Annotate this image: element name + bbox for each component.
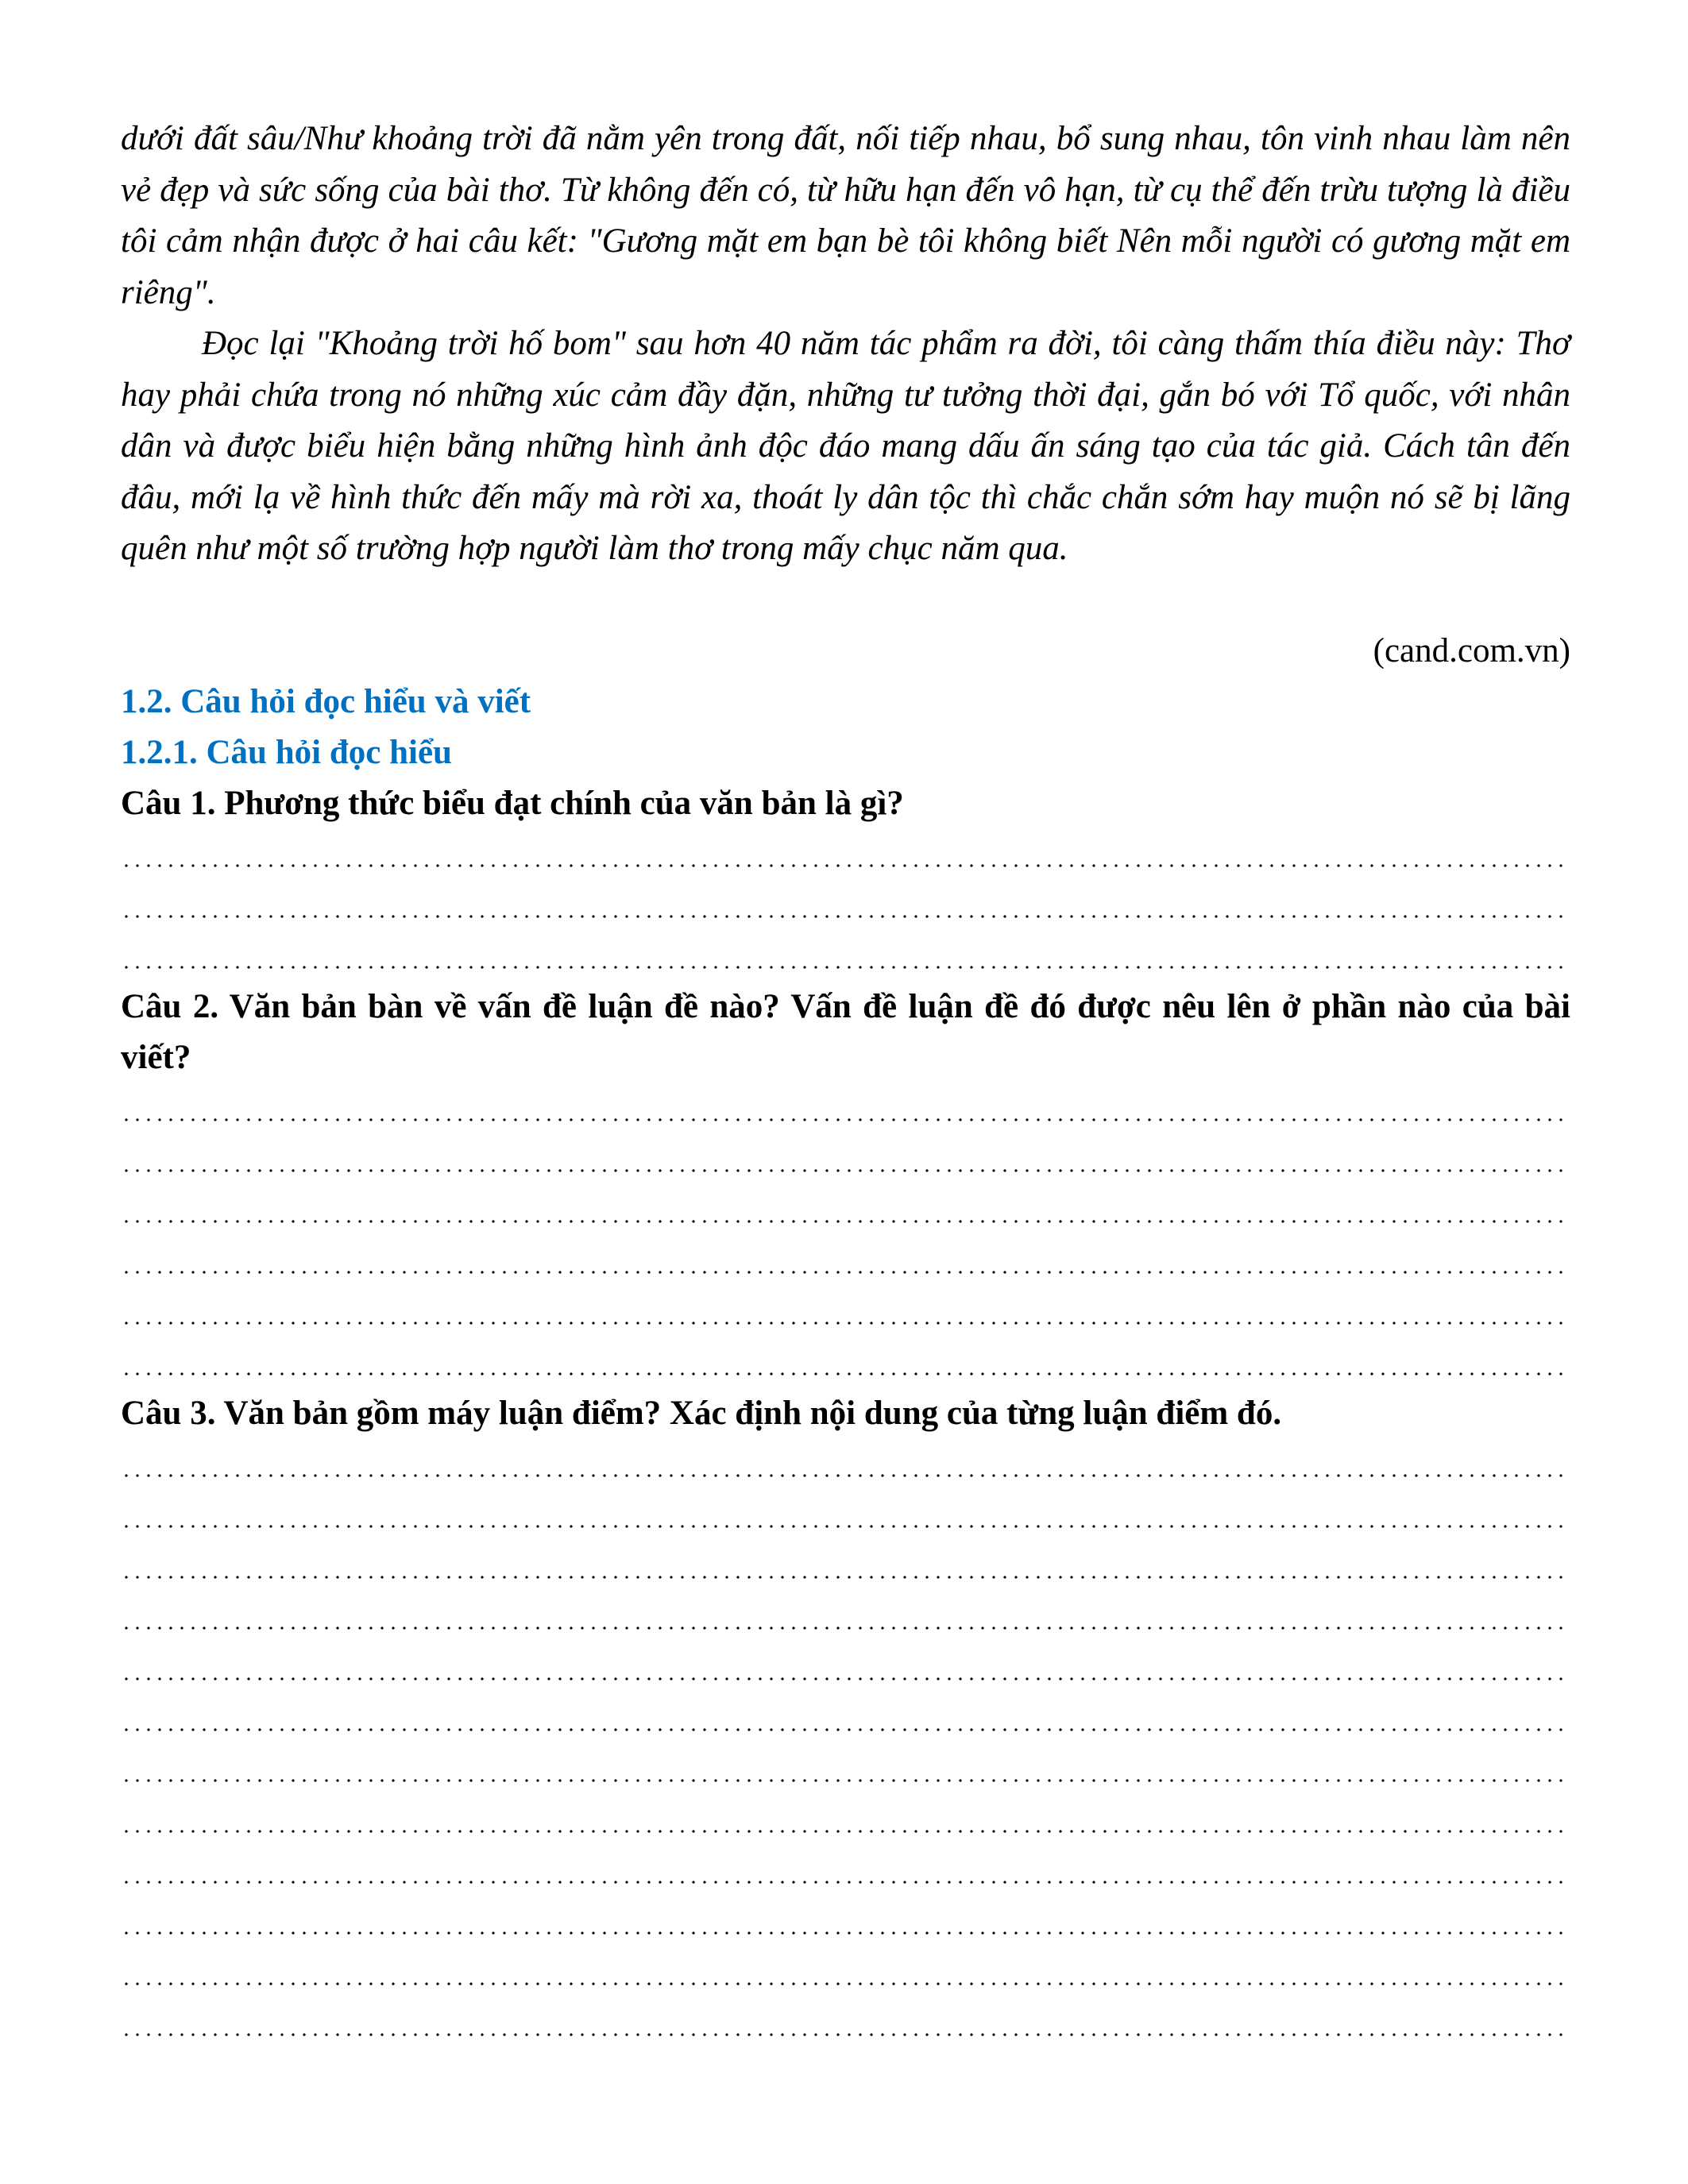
question-1: Câu 1. Phương thức biểu đạt chính của văn bản là gì? [121,785,904,822]
source-citation: (cand.com.vn) [1373,632,1570,669]
answer-line[interactable] [121,1134,1570,1185]
answer-line[interactable] [121,1490,1570,1541]
answer-line[interactable] [121,1185,1570,1236]
answer-area-2[interactable] [121,1083,1570,1388]
answer-line[interactable] [121,880,1570,931]
answer-line[interactable] [121,1083,1570,1134]
body-paragraph: Đọc lại "Khoảng trời hố bom" sau hơn 40 năm tác phẩm ra đời, tôi càng thấm thía điều này: Thơ hay phải chứa trong nó những xúc cảm đầy đặn, những tư tưởng thời đại, gắn bó với Tổ quốc, với nhân dân và được biểu hiện bằng những hình ảnh độc đáo mang dấu ấn sáng tạo của tác giả. Cách tân đến đâu, mới lạ về hình thức đến mấy mà rời xa, thoát ly dân tộc thì chắc chắn sớm hay muộn nó sẽ bị lãng quên như một số trường hợp người làm thơ trong mấy chục năm qua. [121,325,1570,567]
answer-line[interactable] [121,1236,1570,1287]
answer-line[interactable] [121,1998,1570,2049]
answer-line[interactable] [121,1592,1570,1642]
answer-line[interactable] [121,931,1570,982]
answer-line[interactable] [121,1846,1570,1897]
answer-area-1[interactable] [121,829,1570,982]
answer-line[interactable] [121,1439,1570,1490]
answer-line[interactable] [121,1541,1570,1592]
answer-line[interactable] [121,1795,1570,1846]
section-heading: 1.2. Câu hỏi đọc hiểu và viết [121,683,531,720]
body-paragraph: dưới đất sâu/Như khoảng trời đã nằm yên trong đất, nối tiếp nhau, bổ sung nhau, tôn vinh nhau làm nên vẻ đẹp và sức sống của bài thơ. Từ không đến có, từ hữu hạn đến vô hạn, từ cụ thể đến trừu tượng là điều tôi cảm nhận được ở hai câu kết: "Gương mặt em bạn bè tôi không biết Nên mỗi người có gương mặt em riêng". [121,120,1570,311]
answer-line[interactable] [121,1744,1570,1795]
question-3: Câu 3. Văn bản gồm máy luận điểm? Xác định nội dung của từng luận điểm đó. [121,1395,1282,1432]
answer-line[interactable] [121,1642,1570,1693]
answer-area-3[interactable] [121,1439,1570,2049]
subsection-heading: 1.2.1. Câu hỏi đọc hiểu [121,734,452,771]
answer-line[interactable] [121,1287,1570,1337]
answer-line[interactable] [121,1693,1570,1744]
answer-line[interactable] [121,829,1570,880]
question-2: Câu 2. Văn bản bàn về vấn đề luận đề nào? Vấn đề luận đề đó được nêu lên ở phần nào của bài viết? [121,988,1570,1076]
answer-line[interactable] [121,1947,1570,1998]
answer-line[interactable] [121,1337,1570,1388]
answer-line[interactable] [121,1897,1570,1947]
